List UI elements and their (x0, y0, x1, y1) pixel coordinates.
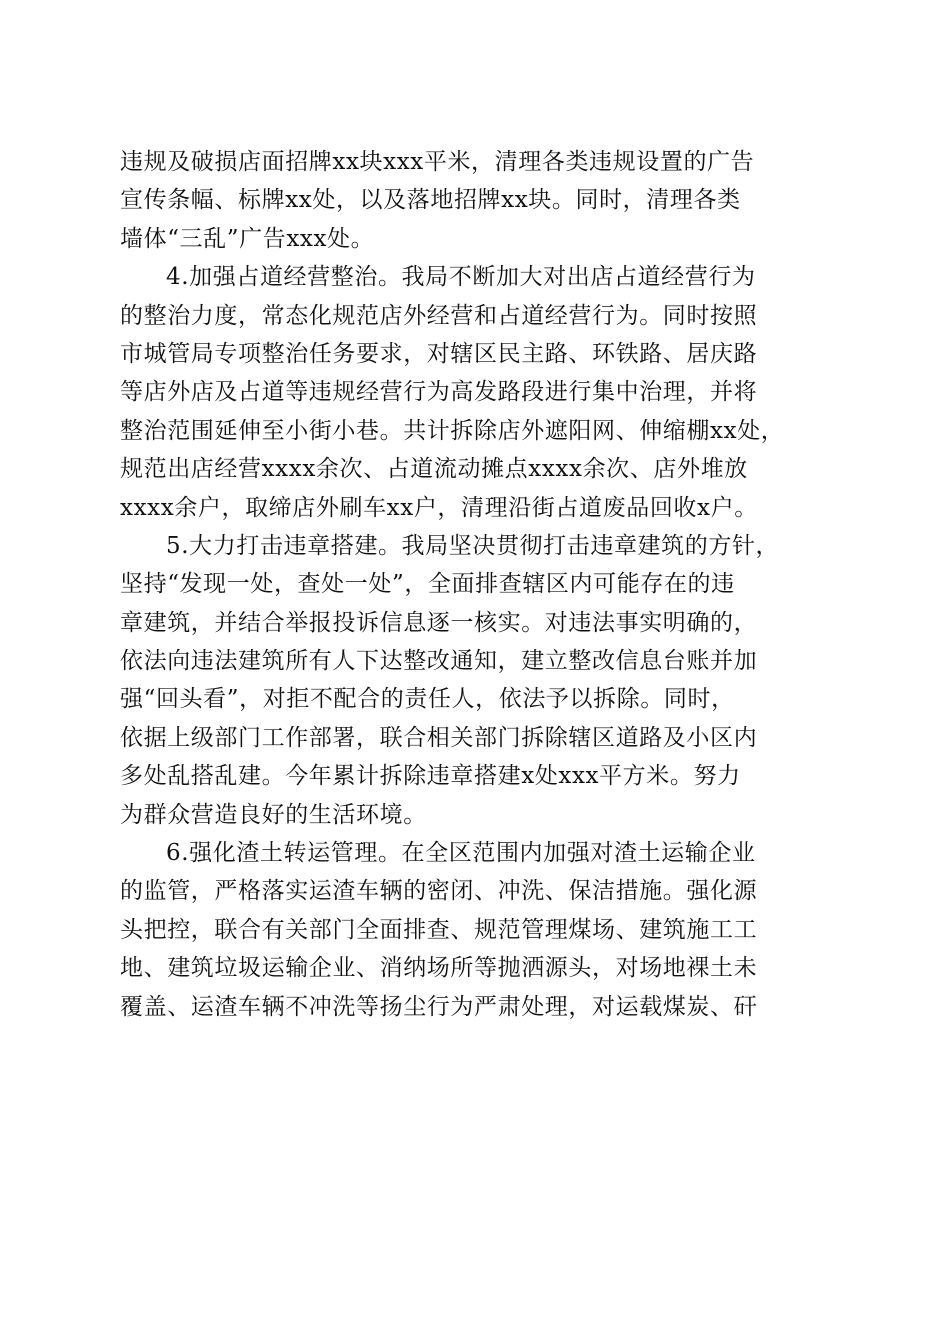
text-line: 整治范围延伸至小街小巷。共计拆除店外遮阳网、伸缩棚xx处， (120, 417, 785, 444)
text-line: 覆盖、运渣车辆不冲洗等扬尘行为严肃处理，对运载煤炭、矸 (120, 993, 758, 1020)
text-line: 规范出店经营xxxx余次、占道流动摊点xxxx余次、店外堆放 (120, 456, 748, 483)
text-line: 地、建筑垃圾运输企业、消纳场所等抛洒源头，对场地裸土未 (120, 955, 758, 982)
paragraph-6-heading-line: 6.强化渣土转运管理。在全区范围内加强对渣土运输企业 (166, 840, 756, 867)
text-line: 宣传条幅、标牌xx处，以及落地招牌xx块。同时，清理各类 (120, 187, 741, 214)
text-line: 坚持“发现一处，查处一处”，全面排查辖区内可能存在的违 (120, 571, 735, 598)
text-line: 多处乱搭乱建。今年累计拆除违章搭建x处xxx平方米。努力 (120, 763, 741, 790)
text-line: 等店外店及占道等违规经营行为高发路段进行集中治理，并将 (120, 379, 758, 406)
text-line: 市城管局专项整治任务要求，对辖区民主路、环铁路、居庆路 (120, 340, 758, 367)
text-line: 依法向违法建筑所有人下达整改通知，建立整改信息台账并加 (120, 648, 758, 675)
text-line: 的整治力度，常态化规范店外经营和占道经营行为。同时按照 (120, 302, 758, 329)
text-line: 强“回头看”，对拒不配合的责任人，依法予以拆除。同时， (120, 686, 735, 713)
text-line: 依据上级部门工作部署，联合相关部门拆除辖区道路及小区内 (120, 724, 758, 751)
text-line: 章建筑，并结合举报投诉信息逐一核实。对违法事实明确的， (120, 609, 758, 636)
paragraph-4-heading-line: 4.加强占道经营整治。我局不断加大对出店占道经营行为 (166, 264, 756, 291)
text-line: 墙体“三乱”广告xxx处。 (120, 225, 375, 252)
text-line: xxxx余户，取缔店外刷车xx户，清理沿街占道废品回收x户。 (120, 494, 758, 521)
paragraph-5-heading-line: 5.大力打击违章搭建。我局坚决贯彻打击违章建筑的方针， (166, 532, 780, 559)
text-line: 违规及破损店面招牌xx块xxx平米，清理各类违规设置的广告 (120, 149, 755, 175)
text-line: 为群众营造良好的生活环境。 (120, 801, 427, 828)
text-line: 头把控，联合有关部门全面排查、规范管理煤场、建筑施工工 (120, 916, 758, 943)
document-body (120, 143, 832, 1026)
text-line: 的监管，严格落实运渣车辆的密闭、冲洗、保洁措施。强化源 (120, 878, 758, 905)
